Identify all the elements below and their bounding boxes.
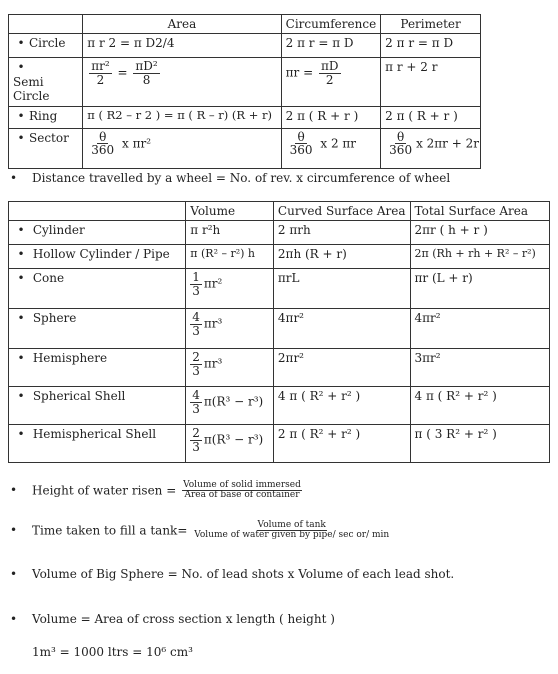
- numerator: 4: [192, 388, 200, 403]
- denominator: 360: [91, 143, 115, 158]
- header-csa: Curved Surface Area: [273, 202, 410, 221]
- equals: =: [117, 65, 128, 80]
- denominator: 3: [192, 439, 200, 454]
- denominator: 2: [96, 72, 105, 87]
- table-row: [9, 269, 550, 309]
- big-sphere-line: [10, 567, 454, 581]
- bullet-icon: •: [17, 36, 25, 51]
- row-label: Circle: [29, 36, 66, 51]
- numerator: πr²: [91, 59, 110, 74]
- table-row: [9, 34, 481, 58]
- bullet-icon: •: [17, 130, 25, 145]
- line-text: Height of water risen =: [32, 483, 177, 498]
- prefix: πr =: [285, 65, 314, 80]
- row-label: Ring: [29, 108, 58, 123]
- table-header-row: [9, 202, 550, 221]
- cell: 2πr ( h + r ): [410, 221, 549, 245]
- denominator: Area of base of container: [184, 490, 300, 501]
- bullet-icon: •: [17, 311, 25, 326]
- cell: 2 π ( R + r ): [281, 106, 381, 128]
- cell: π ( 3 R² + r² ): [410, 425, 549, 463]
- cell: [186, 425, 274, 463]
- row-label: Spherical Shell: [32, 389, 126, 404]
- line-text: Distance travelled by a wheel = No. of rev. x circumference of wheel: [32, 171, 451, 185]
- cell: π r 2 = π D2/4: [83, 34, 281, 58]
- cell: [281, 128, 381, 168]
- cell: 2 π r = π D: [281, 34, 381, 58]
- cell: [281, 58, 381, 106]
- bullet-icon: •: [10, 171, 18, 185]
- cell: [381, 128, 481, 168]
- cell: 4 π ( R² + r² ): [273, 387, 410, 425]
- line-text: Time taken to fill a tank=: [32, 523, 188, 538]
- area-formulas-table: [8, 14, 481, 169]
- header-area: Area: [83, 15, 281, 34]
- row-label: Sphere: [32, 311, 77, 326]
- suffix: π(R³ − r³): [203, 394, 264, 409]
- bullet-icon: •: [17, 108, 25, 123]
- header-volume: Volume: [186, 202, 274, 221]
- numerator: 2: [192, 426, 200, 441]
- cell: 2 πrh: [273, 221, 410, 245]
- bullet-icon: •: [17, 223, 25, 238]
- suffix: x πr²: [122, 136, 152, 151]
- table-row: [9, 309, 550, 349]
- suffix: πr²: [203, 276, 223, 291]
- numerator: 2: [192, 350, 200, 365]
- header-blank: [9, 15, 83, 34]
- denominator: 3: [192, 283, 200, 298]
- cell: 2 π ( R + r ): [381, 106, 481, 128]
- header-perimeter: Perimeter: [381, 15, 481, 34]
- numerator: θ: [99, 129, 107, 144]
- numerator: Volume of tank: [257, 520, 326, 530]
- row-label: Cone: [32, 271, 65, 286]
- bullet-icon: •: [17, 389, 25, 404]
- table-row: [9, 245, 550, 269]
- header-tsa: Total Surface Area: [410, 202, 549, 221]
- volume-surface-table: [8, 201, 550, 463]
- denominator: 360: [289, 143, 313, 158]
- tank-fill-line: [10, 521, 392, 541]
- denominator: 3: [192, 363, 200, 378]
- numerator: 4: [192, 310, 200, 325]
- bullet-icon: •: [17, 60, 25, 75]
- cell: [186, 387, 274, 425]
- cell: 2π (Rh + rh + R² – r²): [410, 245, 549, 269]
- row-label: Hemispherical Shell: [32, 427, 157, 442]
- row-label: Semi Circle: [13, 74, 50, 104]
- cell: 2 π ( R² + r² ): [273, 425, 410, 463]
- unit-conversion-line: [32, 645, 193, 659]
- bullet-icon: •: [17, 427, 25, 442]
- row-label: Cylinder: [32, 223, 85, 238]
- cell: [186, 349, 274, 387]
- bullet-icon: •: [10, 483, 18, 498]
- table-row: [9, 128, 481, 168]
- numerator: πD: [320, 59, 339, 74]
- cell: 4 π ( R² + r² ): [410, 387, 549, 425]
- table-row: [9, 58, 481, 106]
- table-row: [9, 349, 550, 387]
- denominator: 8: [142, 72, 151, 87]
- denominator: 2: [325, 72, 334, 87]
- table-row: [9, 106, 481, 128]
- bullet-icon: •: [10, 612, 18, 626]
- row-label: Hollow Cylinder / Pipe: [32, 247, 170, 262]
- suffix: πr³: [203, 316, 223, 331]
- cell: π (R² – r²) h: [186, 245, 274, 269]
- cell: πrL: [273, 269, 410, 309]
- line-text: 1m³ = 1000 ltrs = 10⁶ cm³: [32, 645, 193, 659]
- cell: 2πh (R + r): [273, 245, 410, 269]
- cell: π ( R2 – r 2 ) = π ( R – r) (R + r): [83, 106, 281, 128]
- suffix: π(R³ − r³): [203, 432, 264, 447]
- numerator: θ: [297, 129, 305, 144]
- bullet-icon: •: [17, 351, 25, 366]
- cell: [83, 128, 281, 168]
- header-blank: [9, 202, 186, 221]
- suffix: x 2 πr: [320, 136, 357, 151]
- cell: [186, 309, 274, 349]
- cell: π r²h: [186, 221, 274, 245]
- bullet-icon: •: [17, 247, 25, 262]
- cell: 2πr²: [273, 349, 410, 387]
- cell: π r + 2 r: [381, 58, 481, 106]
- numerator: Volume of solid immersed: [183, 480, 301, 490]
- denominator: 3: [192, 401, 200, 416]
- suffix: πr³: [203, 356, 223, 371]
- denominator: 360: [389, 143, 413, 158]
- volume-cross-section-line: [10, 612, 335, 626]
- numerator: 1: [192, 270, 200, 285]
- cell: [83, 58, 281, 106]
- bullet-icon: •: [17, 271, 25, 286]
- table-header-row: [9, 15, 481, 34]
- cell: 4πr²: [273, 309, 410, 349]
- cell: 4πr²: [410, 309, 549, 349]
- line-text: Volume of Big Sphere = No. of lead shots x Volume of each lead shot.: [32, 567, 455, 581]
- row-label: Hemisphere: [32, 351, 108, 366]
- wheel-distance-line: [10, 171, 450, 185]
- cell: [186, 269, 274, 309]
- bullet-icon: •: [10, 523, 18, 538]
- table-row: [9, 387, 550, 425]
- header-circumference: Circumference: [281, 15, 381, 34]
- table-row: [9, 425, 550, 463]
- denominator: 3: [192, 323, 200, 338]
- bullet-icon: •: [10, 567, 18, 581]
- cell: 2 π r = π D: [381, 34, 481, 58]
- suffix: x 2πr + 2r: [416, 136, 479, 151]
- numerator: θ: [397, 129, 405, 144]
- table-row: [9, 221, 550, 245]
- cell: 3πr²: [410, 349, 549, 387]
- cell: πr (L + r): [410, 269, 549, 309]
- denominator: Volume of water given by pipe/ sec or/ min: [194, 530, 390, 541]
- line-text: Volume = Area of cross section x length ( height ): [32, 612, 335, 626]
- row-label: Sector: [29, 130, 69, 145]
- numerator: πD²: [135, 59, 158, 74]
- water-height-line: [10, 481, 304, 501]
